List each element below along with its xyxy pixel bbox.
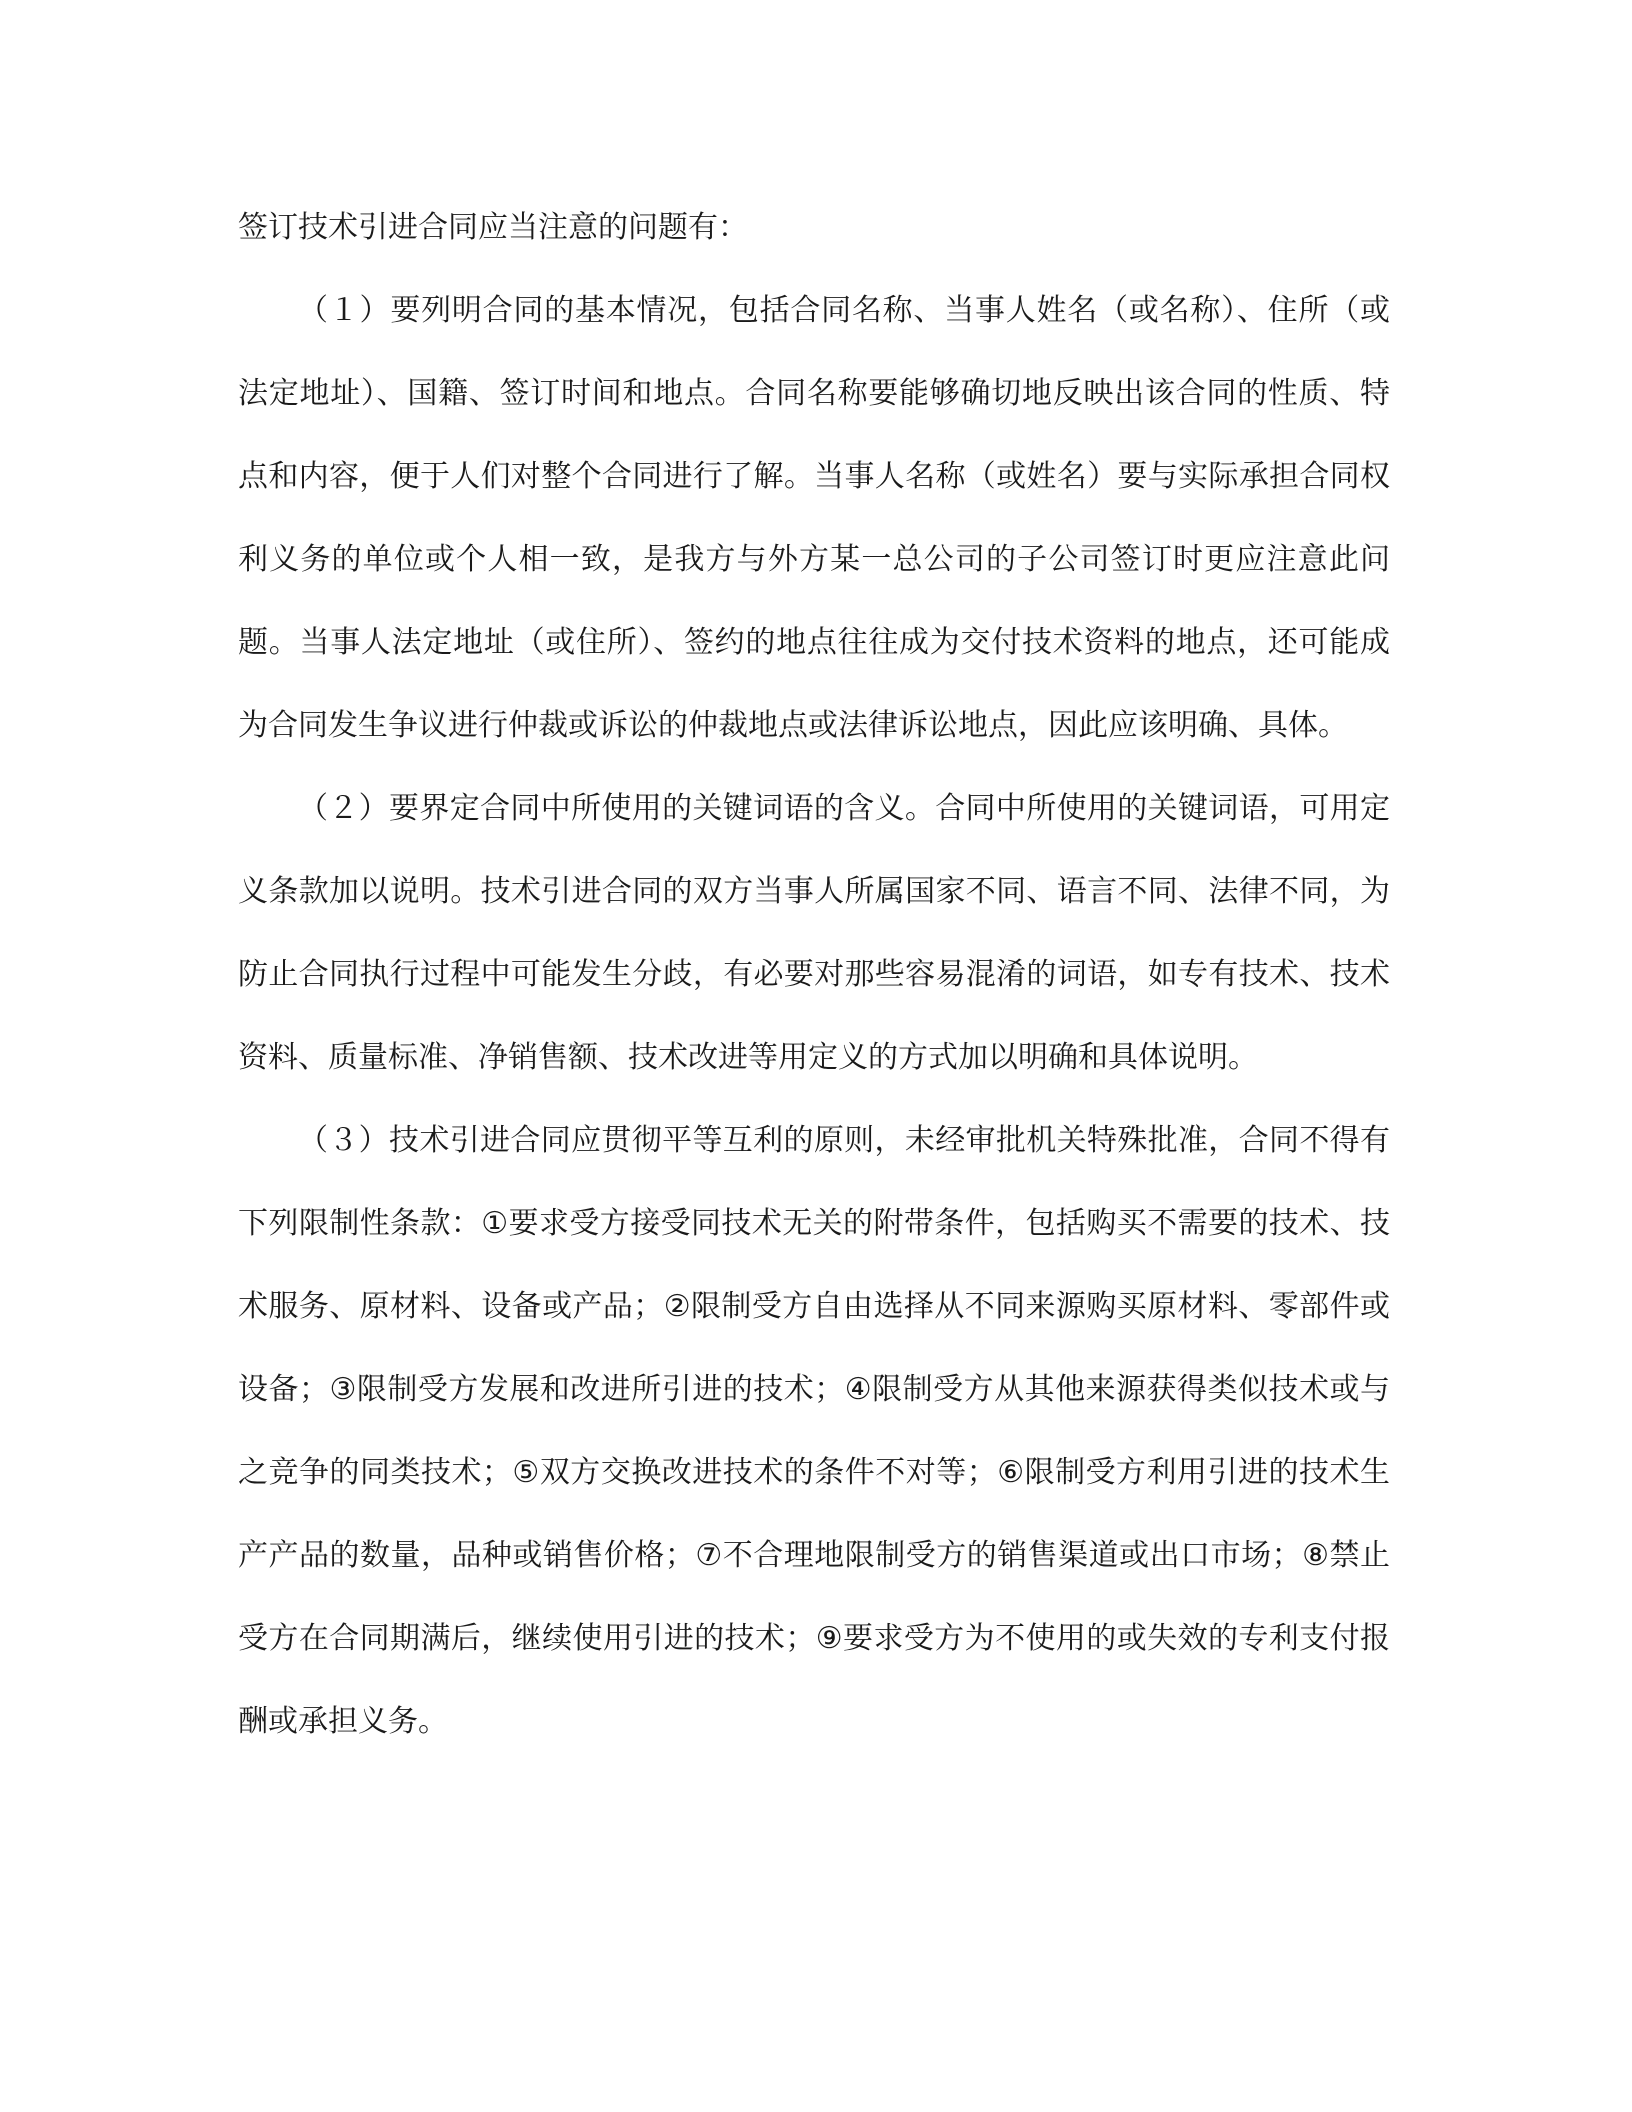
paragraph-2: （２）要界定合同中所使用的关键词语的含义。合同中所使用的关键词语，可用定义条款加以说明。技术引进合同的双方当事人所属国家不同、语言不同、法律不同，为防止合同执行过程中可能发生分歧，有必要对那些容易混淆的词语，如专有技术、技术资料、质量标准、净销售额、技术改进等用定义的方式加以明确和具体说明。 xyxy=(238,791,1390,1075)
paragraph-1: （１）要列明合同的基本情况，包括合同名称、当事人姓名（或名称）、住所（或法定地址）、国籍、签订时间和地点。合同名称要能够确切地反映出该合同的性质、特点和内容，便于人们对整个合同进行了解。当事人名称（或姓名）要与实际承担合同权利义务的单位或个人相一致，是我方与外方某一总公司的子公司签订时更应注意此问题。当事人法定地址（或住所）、签约的地点往往成为交付技术资料的地点，还可能成为合同发生争议进行仲裁或诉讼的仲裁地点或法律诉讼地点，因此应该明确、具体。 xyxy=(238,293,1390,743)
paragraph-3: （３）技术引进合同应贯彻平等互利的原则，未经审批机关特殊批准，合同不得有下列限制性条款：①要求受方接受同技术无关的附带条件，包括购买不需要的技术、技术服务、原材料、设备或产品；②限制受方自由选择从不同来源购买原材料、零部件或设备；③限制受方发展和改进所引进的技术；④限制受方从其他来源获得类似技术或与之竞争的同类技术；⑤双方交换改进技术的条件不对等；⑥限制受方利用引进的技术生产产品的数量，品种或销售价格；⑦不合理地限制受方的销售渠道或出口市场；⑧禁止受方在合同期满后，继续使用引进的技术；⑨要求受方为不使用的或失效的专利支付报酬或承担义务。 xyxy=(238,1123,1390,1739)
intro-line: 签订技术引进合同应当注意的问题有： xyxy=(238,210,748,245)
document-page xyxy=(238,186,1390,1763)
